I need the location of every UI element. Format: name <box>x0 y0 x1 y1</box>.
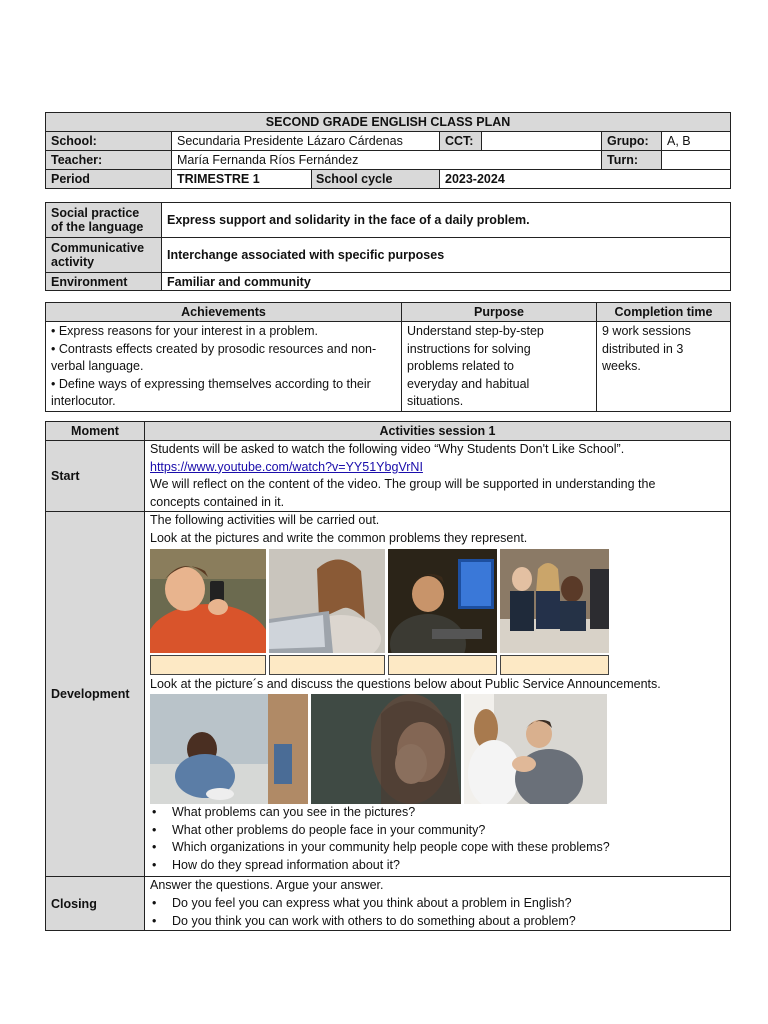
period-label: Period <box>46 170 172 189</box>
period-value: TRIMESTRE 1 <box>172 170 312 189</box>
video-link[interactable]: https://www.youtube.com/watch?v=YY51YbgVrNI <box>150 459 423 474</box>
development-line: The following activities will be carried out. <box>150 513 380 528</box>
purpose-text <box>402 322 597 412</box>
question-item: • Which organizations in your community help people cope with these problems? <box>150 839 725 857</box>
achievement-line: • Define ways of expressing themselves according to their <box>51 376 371 391</box>
practice-table <box>45 202 731 291</box>
answer-box[interactable] <box>150 655 266 675</box>
cct-label: CCT: <box>440 132 482 151</box>
session-header: Activities session 1 <box>145 422 731 441</box>
environment-value: Familiar and community <box>162 273 731 291</box>
social-practice-label <box>46 203 162 238</box>
achievements-table <box>45 302 731 412</box>
question-item: • Do you think you can work with others to do something about a problem? <box>150 913 725 931</box>
communicative-label-line2: activity <box>51 255 95 269</box>
achievement-line: interlocutor. <box>51 394 116 408</box>
start-line: concepts contained in it. <box>150 494 285 509</box>
achievements-list <box>46 322 402 412</box>
turn-label: Turn: <box>602 151 662 170</box>
communicative-activity-value: Interchange associated with specific purposes <box>162 238 731 273</box>
plan-title: SECOND GRADE ENGLISH CLASS PLAN <box>46 113 731 132</box>
header-table <box>45 112 731 189</box>
closing-questions-list <box>150 895 725 930</box>
boy-gaming-picture <box>388 549 497 653</box>
grupo-label: Grupo: <box>602 132 662 151</box>
closing-content <box>145 877 731 931</box>
teacher-value: María Fernanda Ríos Fernández <box>172 151 602 170</box>
crying-woman-picture <box>311 694 461 804</box>
grupo-value: A, B <box>662 132 731 151</box>
answer-boxes-row <box>150 655 725 675</box>
question-item: • What problems can you see in the pictures? <box>150 804 725 822</box>
teacher-label: Teacher: <box>46 151 172 170</box>
start-label: Start <box>46 441 145 512</box>
problem-pictures-row <box>150 549 725 653</box>
purpose-line: everyday and habitual <box>407 376 530 391</box>
achievement-line: • Contrasts effects created by prosodic resources and non- <box>51 341 377 356</box>
time-line: weeks. <box>602 359 641 373</box>
boy-phone-picture <box>150 549 266 653</box>
communicative-label-line1: Communicative <box>51 241 145 255</box>
development-line: Look at the picture´s and discuss the questions below about Public Service Announcements. <box>150 676 661 691</box>
students-bullying-picture <box>500 549 609 653</box>
achievement-line: verbal language. <box>51 359 144 373</box>
start-line: We will reflect on the content of the video. The group will be supported in understanding the <box>150 477 656 492</box>
purpose-line: problems related to <box>407 359 515 373</box>
moment-header: Moment <box>46 422 145 441</box>
psa-pictures-row <box>150 694 725 804</box>
psa-questions-list <box>150 804 725 874</box>
cycle-label: School cycle <box>312 170 440 189</box>
answer-box[interactable] <box>388 655 497 675</box>
social-practice-label-line1: Social practice <box>51 206 140 220</box>
school-label: School: <box>46 132 172 151</box>
communicative-activity-label <box>46 238 162 273</box>
turn-value <box>662 151 731 170</box>
cct-value <box>482 132 602 151</box>
development-content <box>145 512 731 877</box>
purpose-line: instructions for solving <box>407 341 531 356</box>
purpose-line: Understand step-by-step <box>407 324 544 338</box>
answer-box[interactable] <box>269 655 385 675</box>
question-item: • Do you feel you can express what you think about a problem in English? <box>150 895 725 913</box>
activities-table <box>45 421 731 931</box>
answer-box[interactable] <box>500 655 609 675</box>
development-line: Look at the pictures and write the common problems they represent. <box>150 530 528 545</box>
start-content <box>145 441 731 512</box>
girl-laptop-picture <box>269 549 385 653</box>
purpose-header: Purpose <box>402 303 597 322</box>
closing-label: Closing <box>46 877 145 931</box>
closing-line: Answer the questions. Argue your answer. <box>150 878 384 893</box>
social-practice-value: Express support and solidarity in the face of a daily problem. <box>162 203 731 238</box>
time-line: distributed in 3 <box>602 341 684 356</box>
completion-time-header: Completion time <box>597 303 731 322</box>
achievements-header: Achievements <box>46 303 402 322</box>
purpose-line: situations. <box>407 394 464 408</box>
school-value: Secundaria Presidente Lázaro Cárdenas <box>172 132 440 151</box>
social-practice-label-line2: of the language <box>51 220 144 234</box>
completion-time-text <box>597 322 731 412</box>
question-item: • How do they spread information about it? <box>150 857 725 875</box>
question-item: • What other problems do people face in your community? <box>150 822 725 840</box>
comforting-hug-picture <box>464 694 607 804</box>
cycle-value: 2023-2024 <box>440 170 731 189</box>
achievement-line: • Express reasons for your interest in a problem. <box>51 324 318 338</box>
time-line: 9 work sessions <box>602 324 691 338</box>
start-line: Students will be asked to watch the following video “Why Students Don't Like School”. <box>150 442 625 456</box>
sad-girl-picture <box>150 694 308 804</box>
development-label: Development <box>46 512 145 877</box>
environment-label: Environment <box>46 273 162 291</box>
